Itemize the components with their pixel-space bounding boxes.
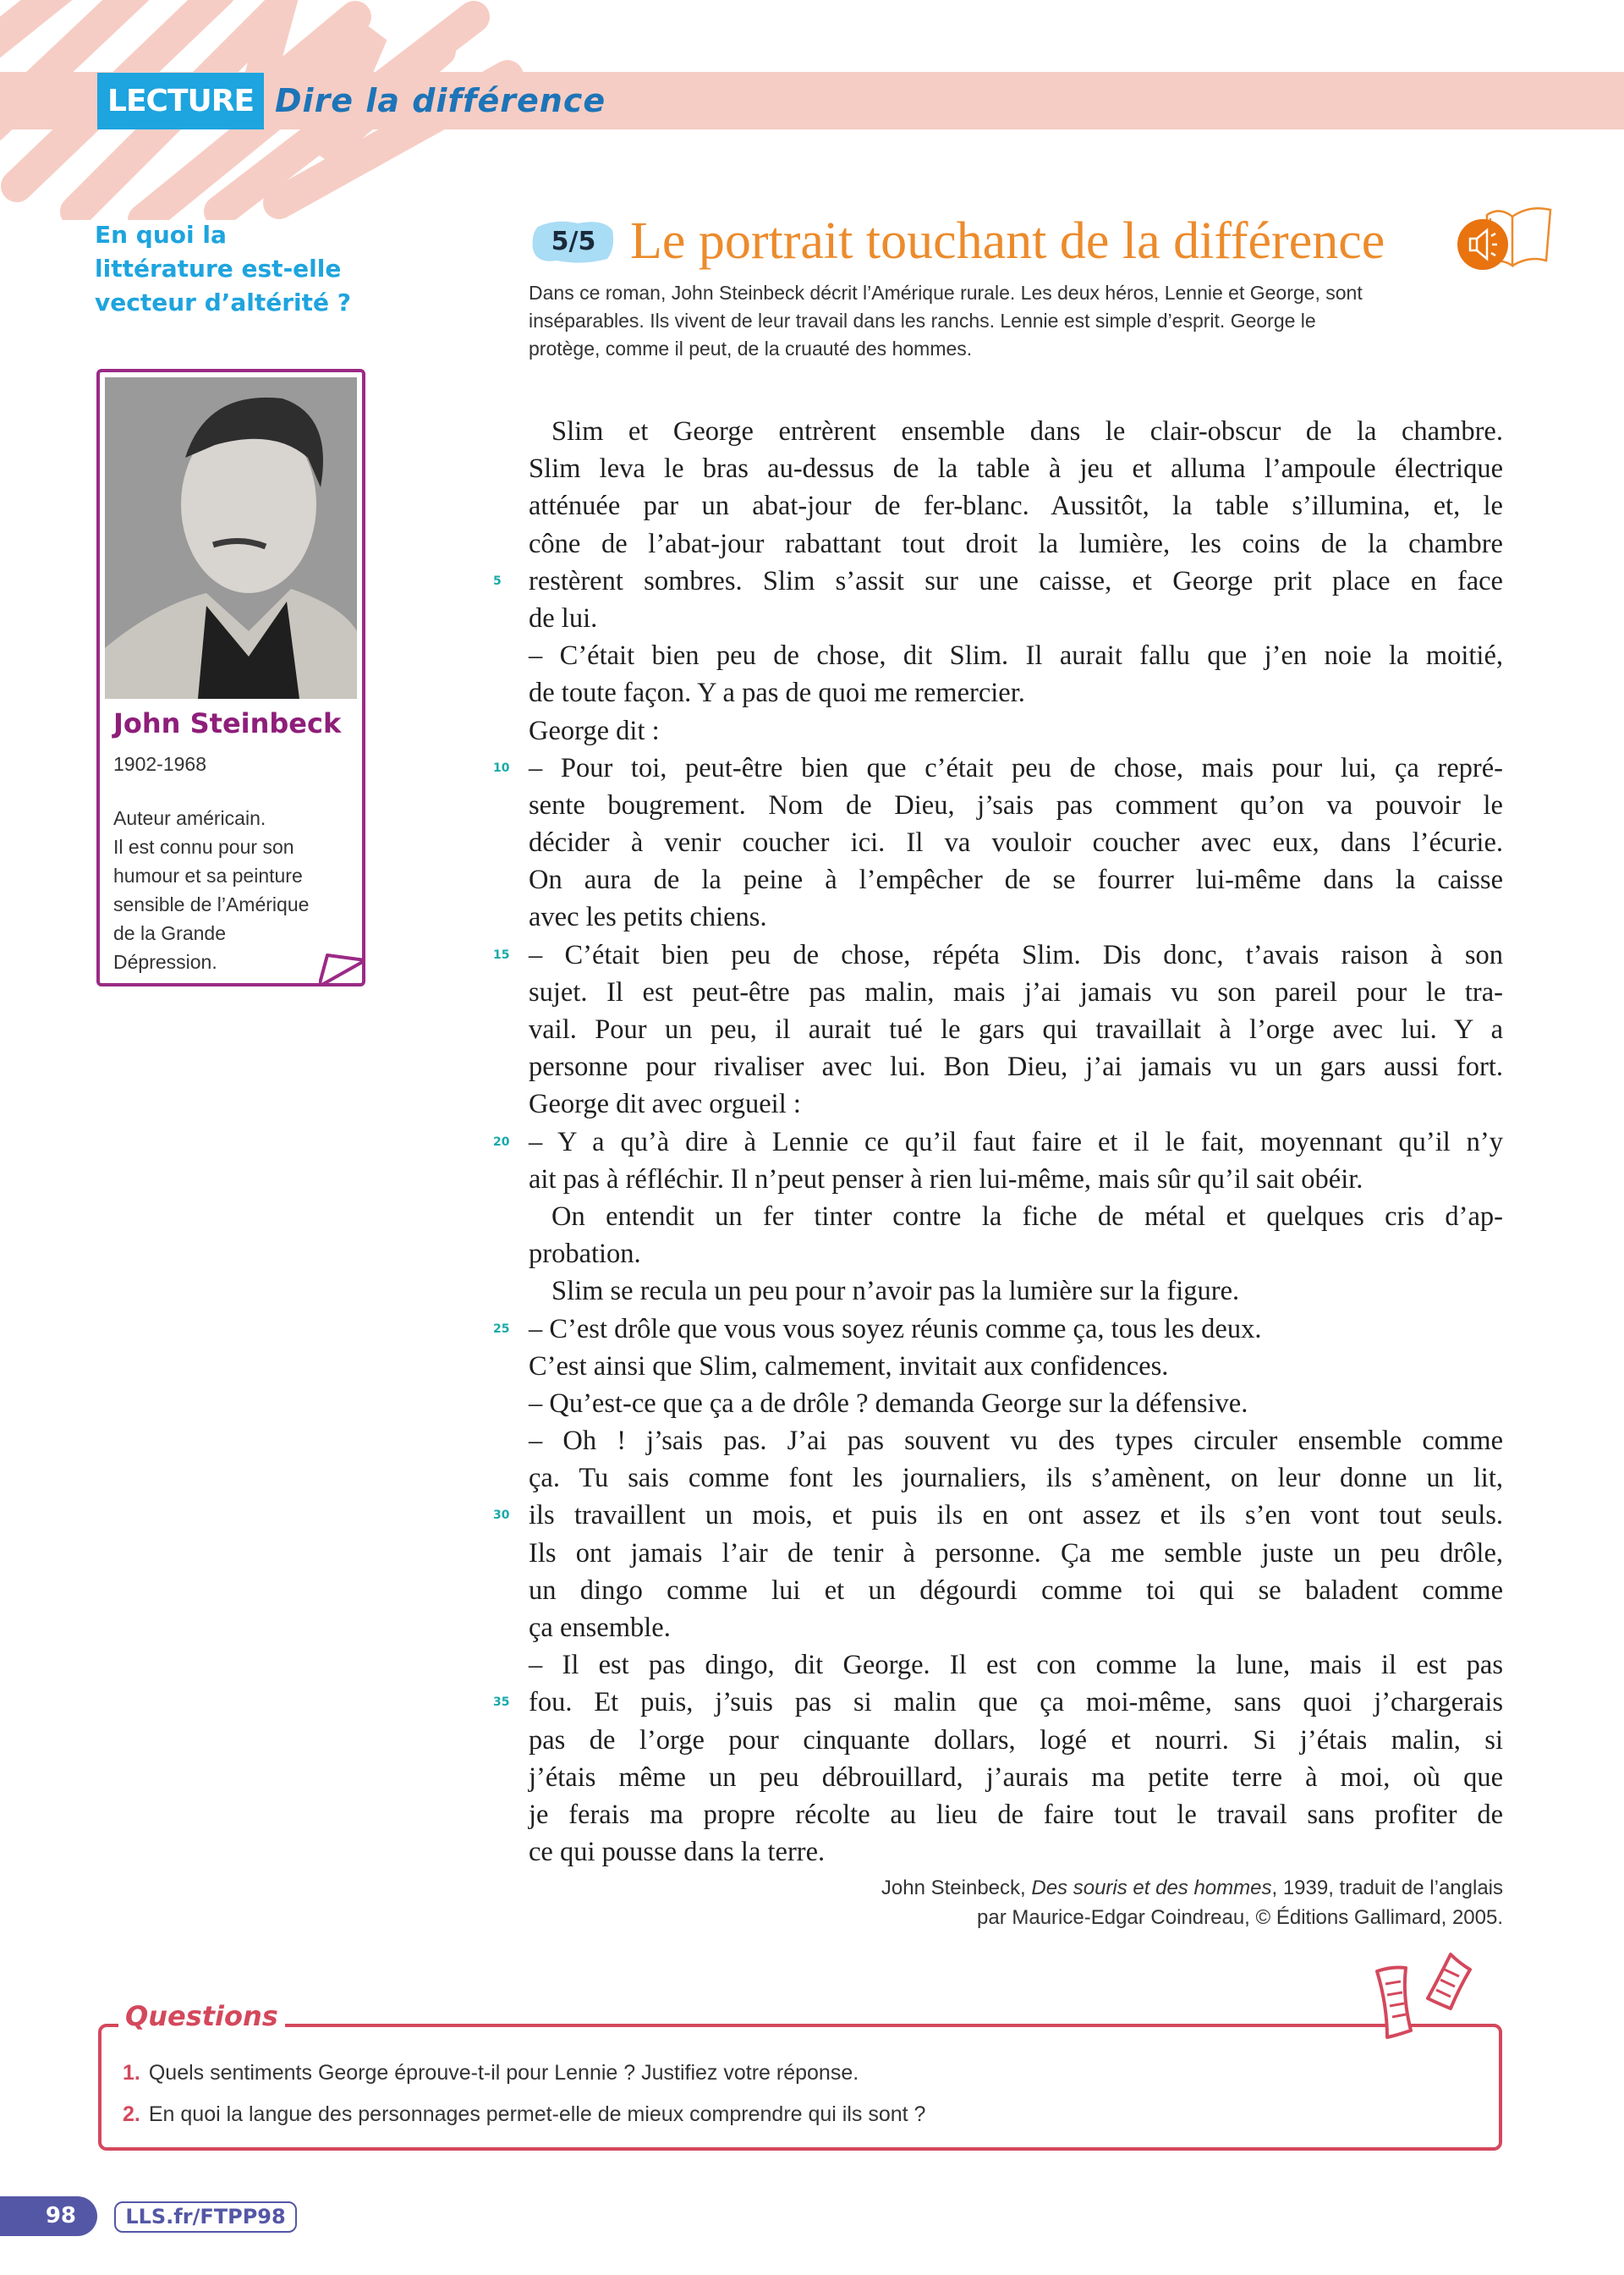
- passage-line: [529, 1161, 1503, 1198]
- passage-line-text: ce qui pousse dans la terre.: [529, 1837, 826, 1868]
- passage-line: [529, 1385, 1503, 1422]
- passage-line-text: George dit :: [529, 715, 660, 746]
- bio-line: de la Grande: [113, 922, 226, 944]
- passage-line: [493, 1684, 1503, 1721]
- passage-line-text: – C’était bien peu de chose, dit Slim. Il aurait fallu que j’en noie la moitié,: [529, 640, 1503, 672]
- text-title: Le portrait touchant de la différence: [630, 212, 1385, 270]
- passage-line-text: sujet. Il est peut-être pas malin, mais j’ai jamais vu son pareil pour le tra-: [529, 976, 1503, 1008]
- line-number: 10: [493, 761, 510, 775]
- citation-line-2: par Maurice-Edgar Coindreau, © Éditions Gallimard, 2005.: [977, 1906, 1503, 1929]
- passage-line: [529, 674, 1503, 712]
- passage-line-text: – Pour toi, peut-être bien que c’était peu de chose, mais pour lui, ça repré-: [529, 752, 1503, 783]
- page-fold-icon: [319, 948, 365, 986]
- passage-line: [529, 1796, 1503, 1833]
- passage-line: [493, 1497, 1503, 1534]
- question-item: [123, 2102, 925, 2127]
- bio-line: sensible de l’Amérique: [113, 893, 310, 915]
- passage-line: [529, 1609, 1503, 1646]
- passage-line-text: – Y a qu’à dire à Lennie ce qu’il faut faire et il le fait, moyennant qu’il n’y: [529, 1126, 1503, 1157]
- passage-line: [529, 525, 1503, 563]
- passage-line: [493, 750, 1503, 787]
- passage-line-text: cône de l’abat-jour rabattant tout droit la lumière, les coins de la chambre: [529, 528, 1503, 559]
- passage-line-text: On entendit un fer tinter contre la fiche de métal et quelques cris d’ap-: [551, 1201, 1503, 1232]
- citation-details: , 1939, traduit de l’anglais: [1271, 1877, 1503, 1899]
- questions-title: Questions: [118, 2000, 285, 2032]
- passage-line-text: restèrent sombres. Slim s’assit sur une caisse, et George prit place en face: [529, 565, 1503, 596]
- passage-line-text: décider à venir coucher ici. Il va vouloir coucher avec eux, dans l’écurie.: [529, 827, 1503, 859]
- passage-line: [529, 712, 1503, 750]
- passage-line: [529, 824, 1503, 861]
- passage-line-text: de toute façon. Y a pas de quoi me remercier.: [529, 678, 1025, 709]
- passage-line-text: Slim et George entrèrent ensemble dans le clair-obscur de la chambre.: [551, 416, 1503, 447]
- episode-number: 5/5: [551, 227, 596, 256]
- author-name: John Steinbeck: [113, 707, 342, 739]
- passage-line-text: – Il est pas dingo, dit George. Il est con comme la lune, mais il est pas: [529, 1650, 1503, 1681]
- passage-line-text: pas de l’orge pour cinquante dollars, logé et nourri. Si j’étais malin, si: [529, 1724, 1503, 1756]
- passage-line: [529, 1535, 1503, 1572]
- passage-line: [529, 1011, 1503, 1048]
- passage-line-text: atténuée par un abat-jour de fer-blanc. Aussitôt, la table s’illumina, et, le: [529, 491, 1503, 522]
- passage-line: [529, 787, 1503, 824]
- bio-line: Dépression.: [113, 951, 217, 973]
- intro-line: inséparables. Ils vivent de leur travail dans les ranchs. Lennie est simple d’esprit. George le: [529, 310, 1316, 332]
- line-number: 25: [493, 1322, 510, 1336]
- chapter-title: Dire la différence: [275, 82, 606, 119]
- bio-line: Il est connu pour son: [113, 836, 294, 858]
- intro-line: Dans ce roman, John Steinbeck décrit l’Amérique rurale. Les deux héros, Lennie et George, sont: [529, 282, 1363, 304]
- citation-line-1: [881, 1873, 1503, 1903]
- passage-line-text: On aura de la peine à l’empêcher de se fourrer lui-même dans la caisse: [529, 865, 1503, 896]
- passage-line-text: – C’est drôle que vous vous soyez réunis comme ça, tous les deux.: [529, 1313, 1262, 1344]
- author-portrait: [105, 377, 357, 699]
- problematique-question: En quoi la littérature est-elle vecteur d’altérité ?: [95, 221, 352, 316]
- text-introduction: [529, 279, 1503, 363]
- passage-line-text: – Oh ! j’sais pas. J’ai pas souvent vu des types circuler ensemble comme: [529, 1426, 1503, 1457]
- passage-line: [529, 898, 1503, 936]
- passage-line: [529, 1646, 1503, 1684]
- passage-line: [529, 1272, 1503, 1310]
- papers-icon: [1370, 1946, 1472, 2039]
- passage-line-text: personne pour rivaliser avec lui. Bon Dieu, j’ai jamais vu un gars aussi fort.: [529, 1052, 1503, 1083]
- passage-line: [529, 1198, 1503, 1235]
- passage-line: [529, 1722, 1503, 1759]
- questions-box: [98, 2024, 1502, 2151]
- line-number: 15: [493, 948, 510, 962]
- passage-line: [493, 1311, 1503, 1348]
- passage-line-text: vail. Pour un peu, il aurait tué le gars qui travaillait à l’orge avec lui. Y a: [529, 1014, 1503, 1045]
- question-text: En quoi la langue des personnages permet-elle de mieux comprendre qui ils sont ?: [148, 2102, 926, 2126]
- passage-line: [529, 1422, 1503, 1459]
- passage-line-text: Slim leva le bras au-dessus de la table à jeu et alluma l’ampoule électrique: [529, 453, 1503, 485]
- passage-line: [529, 1459, 1503, 1497]
- passage-line: [529, 861, 1503, 898]
- source-citation: [881, 1873, 1503, 1932]
- passage-line: [529, 1759, 1503, 1796]
- passage-line-text: C’est ainsi que Slim, calmement, invitait aux confidences.: [529, 1350, 1169, 1382]
- passage-line-text: sente bougrement. Nom de Dieu, j’sais pas comment qu’on va pouvoir le: [529, 789, 1503, 821]
- passage-line: [529, 450, 1503, 487]
- passage-line: [529, 413, 1503, 450]
- passage-line-text: ça ensemble.: [529, 1613, 671, 1643]
- passage-line: [529, 1048, 1503, 1085]
- passage-line: [493, 563, 1503, 600]
- audio-book-icon[interactable]: [1453, 198, 1555, 274]
- passage-line-text: je ferais ma propre récolte au lieu de faire tout le travail sans profiter de: [529, 1799, 1503, 1830]
- passage-line-text: fou. Et puis, j’suis pas si malin que ça moi-même, sans quoi j’chargerais: [529, 1687, 1503, 1718]
- intro-line: protège, comme il peut, de la cruauté des hommes.: [529, 338, 973, 360]
- passage-line-text: ait pas à réfléchir. Il n’peut penser à rien lui-même, mais sûr qu’il sait obéir.: [529, 1163, 1363, 1195]
- citation-author: John Steinbeck,: [881, 1877, 1032, 1899]
- passage-line-text: – Qu’est-ce que ça a de drôle ? demanda George sur la défensive.: [529, 1388, 1248, 1419]
- passage-line: [493, 1124, 1503, 1161]
- line-number: 30: [493, 1508, 510, 1523]
- line-number: 5: [493, 574, 502, 588]
- passage-line-text: George dit avec orgueil :: [529, 1089, 801, 1120]
- line-number: 20: [493, 1135, 510, 1149]
- question-item: [123, 2061, 859, 2085]
- passage-line: [493, 937, 1503, 974]
- passage-line-text: de lui.: [529, 602, 598, 634]
- passage-line-text: j’étais même un peu débrouillard, j’aurais ma petite terre à moi, où que: [529, 1761, 1503, 1793]
- passage-line: [529, 1085, 1503, 1123]
- bio-line: Auteur américain.: [113, 807, 266, 829]
- passage-line: [529, 600, 1503, 637]
- portrait-silhouette-icon: [105, 377, 357, 699]
- literary-passage: [493, 413, 1503, 1871]
- author-dates: 1902-1968: [113, 753, 206, 775]
- citation-work-title: Des souris et des hommes: [1031, 1877, 1272, 1899]
- passage-line: [529, 974, 1503, 1011]
- question-number: 1.: [123, 2061, 140, 2085]
- author-bio-card: [96, 369, 365, 986]
- passage-line-text: Slim se recula un peu pour n’avoir pas la lumière sur la figure.: [551, 1276, 1240, 1307]
- line-number: 35: [493, 1695, 510, 1710]
- passage-line-text: probation.: [529, 1239, 641, 1270]
- bio-line: humour et sa peinture: [113, 865, 303, 887]
- page-number: 98: [0, 2196, 97, 2236]
- passage-line: [529, 487, 1503, 525]
- passage-line: [529, 637, 1503, 674]
- passage-line-text: – C’était bien peu de chose, répéta Slim. Dis donc, t’avais raison à son: [529, 939, 1503, 970]
- passage-line-text: Ils ont jamais l’air de tenir à personne. Ça me semble juste un peu drôle,: [529, 1537, 1503, 1569]
- passage-line: [529, 1833, 1503, 1871]
- passage-line-text: ils travaillent un mois, et puis ils en ont assez et ils s’en vont tout seuls.: [529, 1500, 1503, 1531]
- question-number: 2.: [123, 2102, 140, 2126]
- passage-line: [529, 1235, 1503, 1272]
- passage-line: [529, 1348, 1503, 1385]
- passage-line-text: avec les petits chiens.: [529, 902, 767, 933]
- passage-line: [529, 1572, 1503, 1609]
- section-tag: LECTURE: [97, 73, 264, 129]
- question-text: Quels sentiments George éprouve-t-il pour Lennie ? Justifiez votre réponse.: [148, 2061, 859, 2085]
- lls-resource-link[interactable]: LLS.fr/FTPP98: [114, 2201, 297, 2233]
- passage-line-text: ça. Tu sais comme font les journaliers, ils s’amènent, on leur donne un lit,: [529, 1463, 1503, 1494]
- passage-line-text: un dingo comme lui et un dégourdi comme toi qui se baladent comme: [529, 1574, 1503, 1606]
